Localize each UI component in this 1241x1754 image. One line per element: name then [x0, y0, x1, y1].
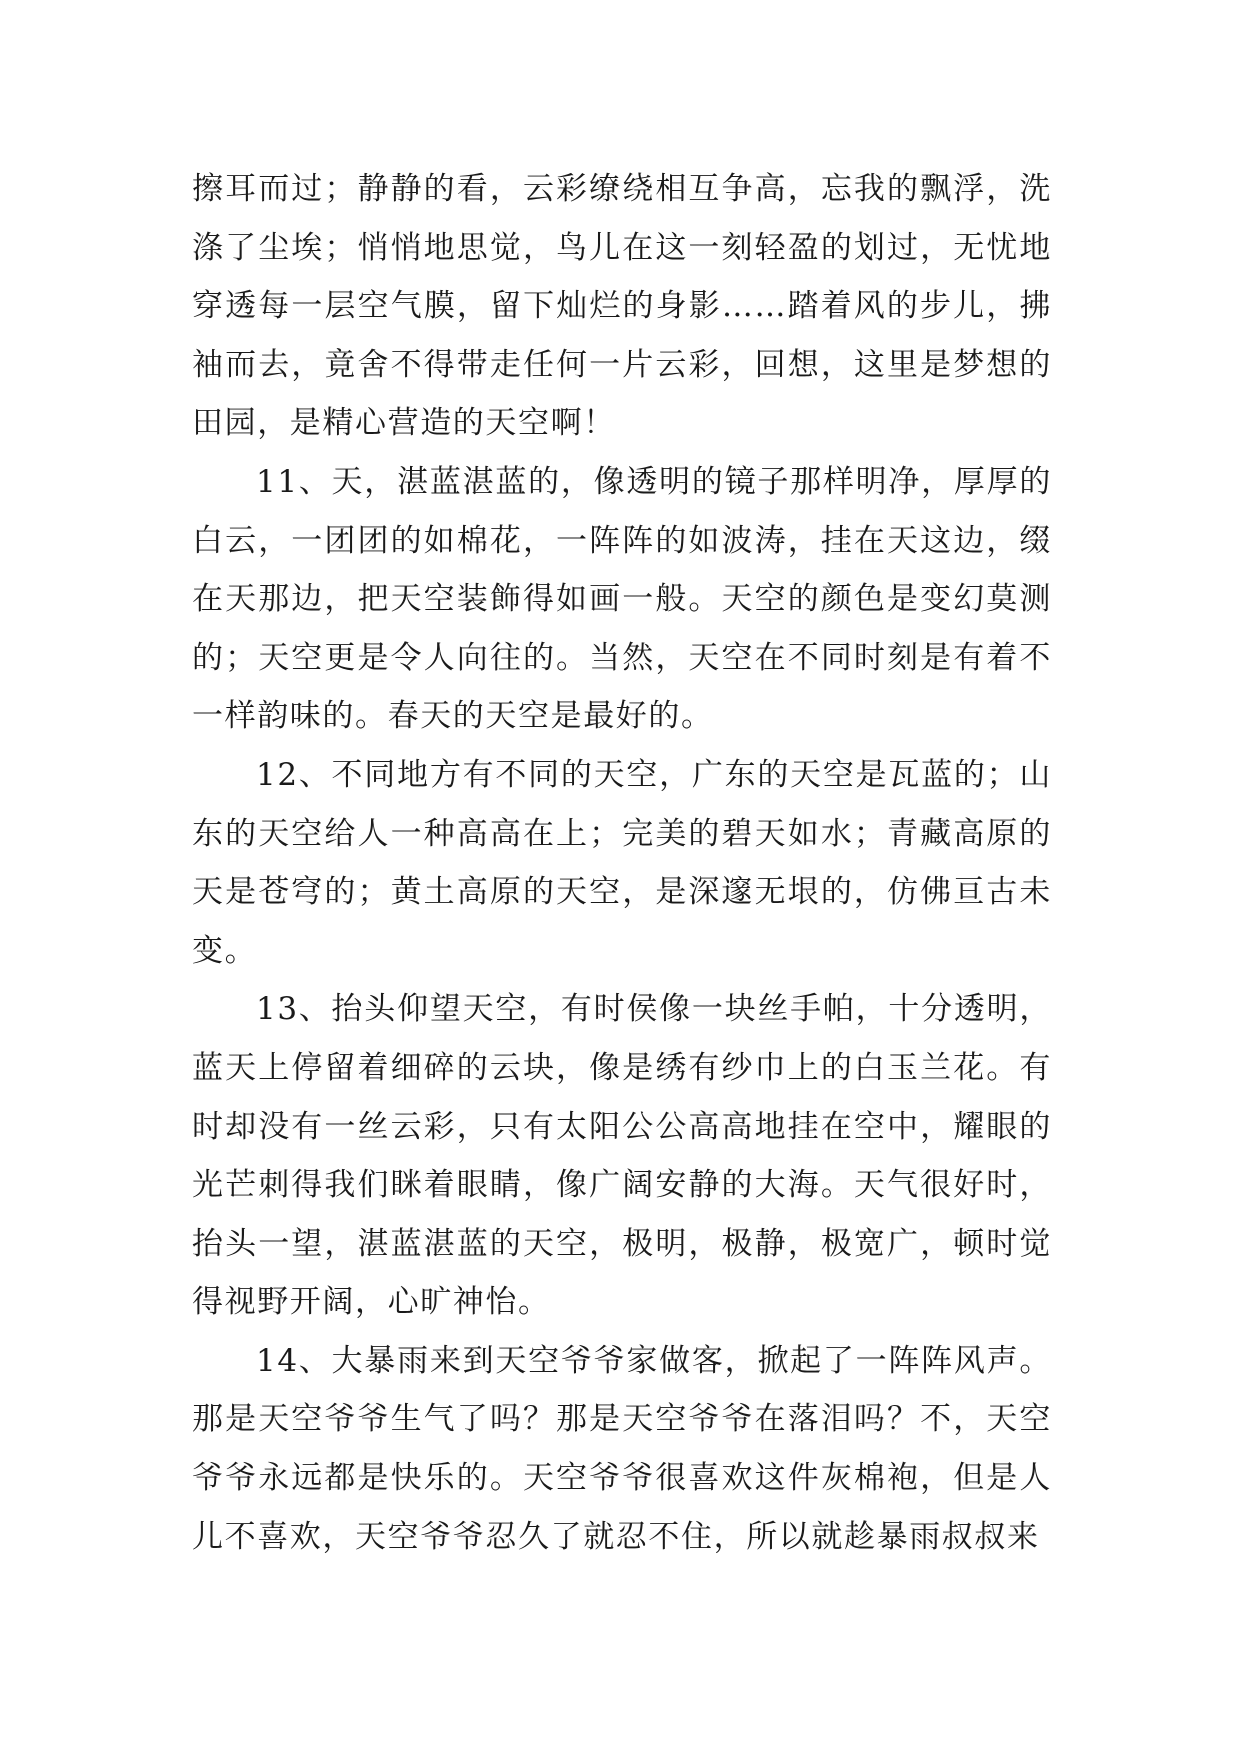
paragraph-item-14: 14、大暴雨来到天空爷爷家做客，掀起了一阵阵风声。那是天空爷爷生气了吗？那是天空爷爷在落泪吗？不，天空爷爷永远都是快乐的。天空爷爷很喜欢这件灰棉袍，但是人儿不喜欢，天空爷爷忍久了就忍不住，所以就趁暴雨叔叔来	[192, 1342, 1052, 1555]
paragraph-item-12: 12、不同地方有不同的天空，广东的天空是瓦蓝的；山东的天空给人一种高高在上；完美的碧天如水；青藏高原的天是苍穹的；黄土高原的天空，是深邃无垠的，仿佛亘古未变。	[192, 756, 1052, 969]
paragraph-continuation: 擦耳而过；静静的看，云彩缭绕相互争高，忘我的飘浮，洗涤了尘埃；悄悄地思觉，鸟儿在这一刻轻盈的划过，无忧地穿透每一层空气膜，留下灿烂的身影……踏着风的步儿，拂袖而去，竟舍不得带走任何一片云彩，回想，这里是梦想的田园，是精心营造的天空啊！	[192, 171, 1052, 442]
paragraph-item-13: 13、抬头仰望天空，有时侯像一块丝手帕，十分透明，蓝天上停留着细碎的云块，像是绣有纱巾上的白玉兰花。有时却没有一丝云彩，只有太阳公公高高地挂在空中，耀眼的光芒刺得我们眯着眼睛，像广阔安静的大海。天气很好时，抬头一望，湛蓝湛蓝的天空，极明，极静，极宽广，顿时觉得视野开阔，心旷神怡。	[192, 991, 1052, 1321]
body-text	[192, 160, 1052, 1566]
paragraph-item-11: 11、天，湛蓝湛蓝的，像透明的镜子那样明净，厚厚的白云，一团团的如棉花，一阵阵的如波涛，挂在天这边，缀在天那边，把天空装飾得如画一般。天空的颜色是变幻莫测的；天空更是令人向往的。当然，天空在不同时刻是有着不一样韵味的。春天的天空是最好的。	[192, 463, 1052, 735]
